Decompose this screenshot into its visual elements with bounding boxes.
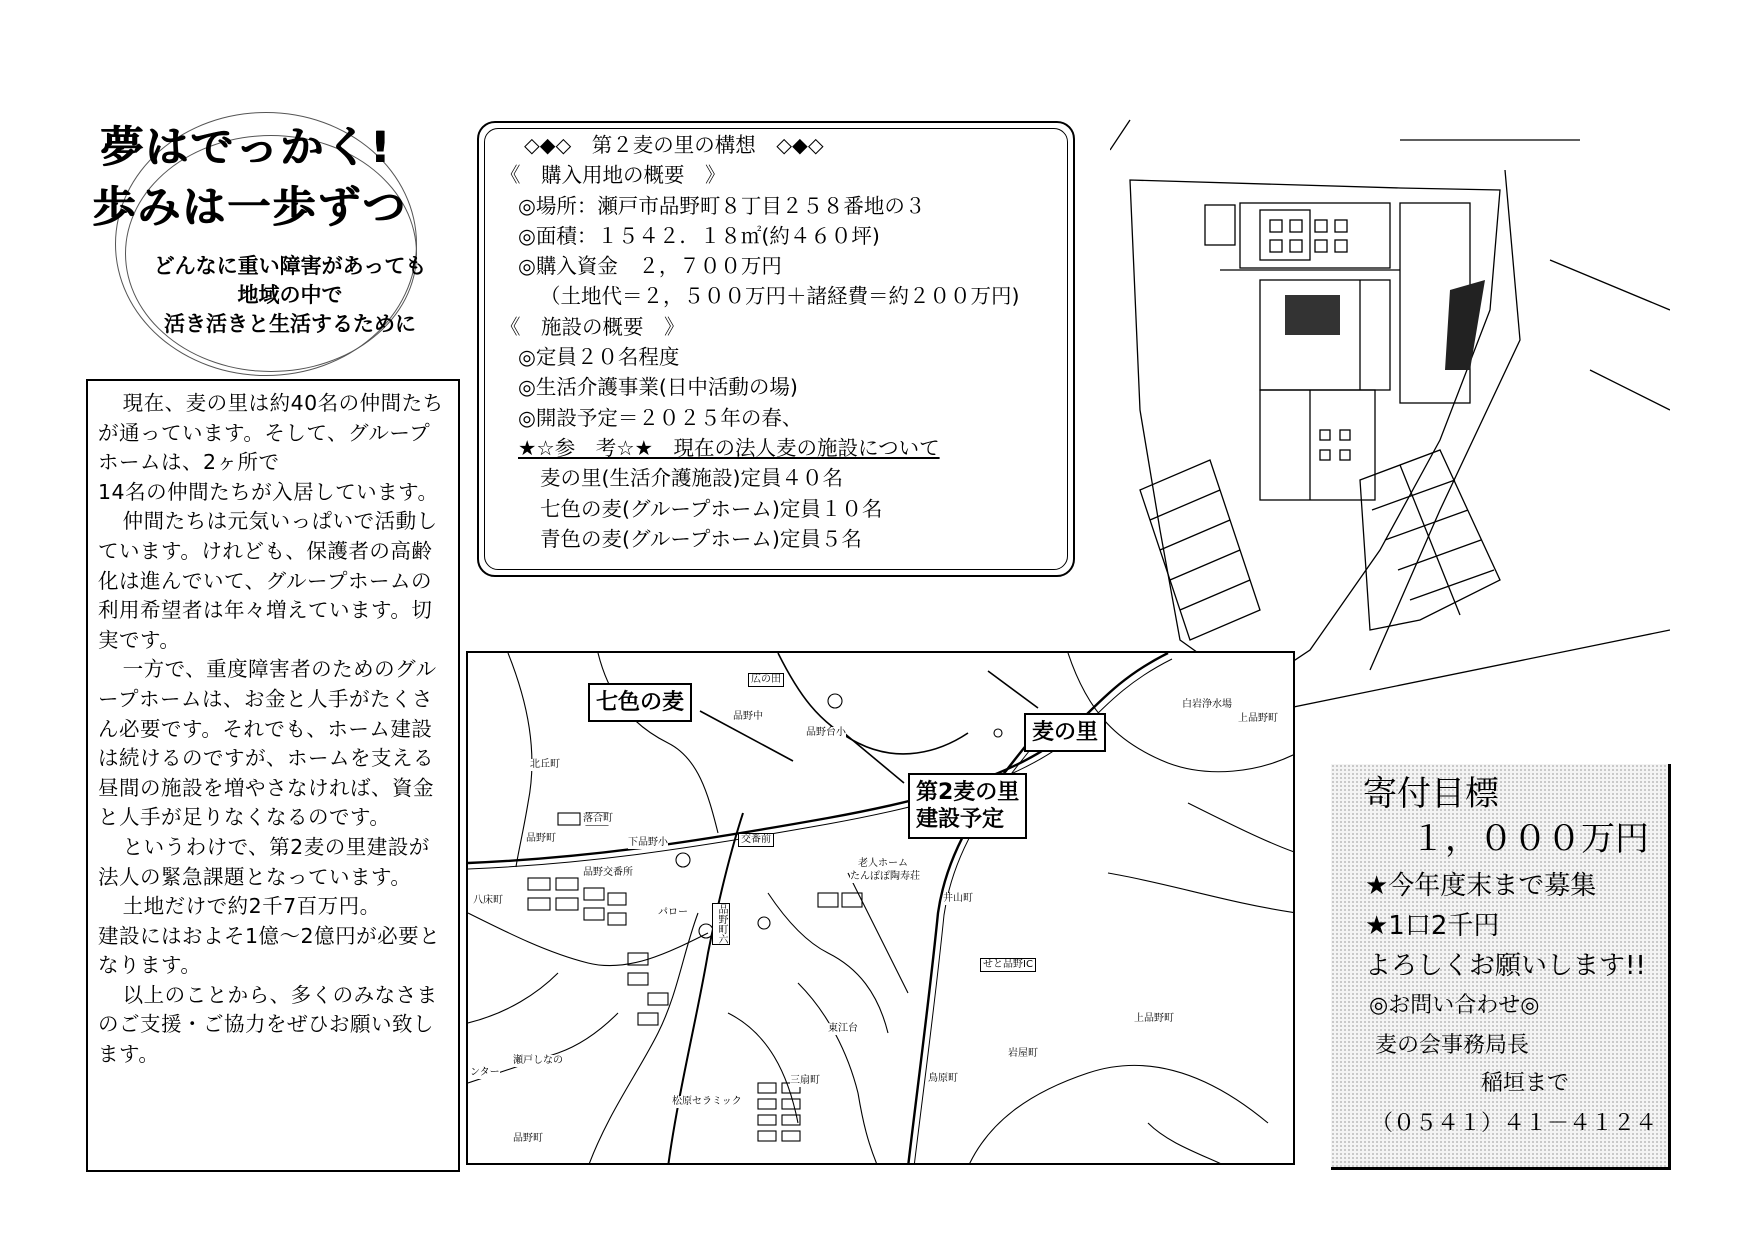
place-shinano-machi: 品野町 — [526, 833, 556, 844]
plan-area: ◎面積：１５４２．１８㎡(約４６０坪) — [518, 223, 880, 248]
headline — [92, 118, 470, 238]
plan-capacity: ◎定員２０名程度 — [518, 345, 680, 370]
headline-line2: 歩みは一歩ずつ — [92, 183, 407, 233]
place-koban-station: 品野交番所 — [583, 867, 633, 878]
donation-amount: １，０００万円 — [1411, 819, 1649, 859]
place-iyama: 井山町 — [943, 893, 973, 904]
place-koban: 交番前 — [738, 833, 774, 847]
plan-opening: ◎開設予定＝２０２５年の春、 — [518, 405, 803, 430]
place-shimabara: 鳥原町 — [928, 1073, 958, 1084]
place-kitaoka: 北丘町 — [530, 759, 560, 770]
reference-heading: ★☆参 考☆★ 現在の法人麦の施設について — [518, 435, 940, 460]
map-label-muginosato: 麦の里 — [1024, 713, 1106, 752]
place-shinano-chu: 品野中 — [733, 711, 763, 722]
place-elder-home: 老人ホーム — [858, 858, 908, 869]
place-shinano-bottom: 品野町 — [513, 1133, 543, 1144]
place-seto-chuo: 瀬戸しなの — [513, 1055, 563, 1066]
donation-deadline: ★今年度末まで募集 — [1365, 871, 1597, 901]
site-floor-plan — [1110, 110, 1670, 730]
place-matsubara: 松原セラミック — [672, 1096, 742, 1107]
contact-phone: （０５４１）４１－４１２４ — [1371, 1111, 1658, 1136]
place-hironota: 広の田 — [748, 673, 784, 687]
donation-unit: ★1口2千円 — [1365, 911, 1500, 941]
headline-line1: 夢はでっかく! — [100, 123, 392, 173]
plan-funds: ◎購入資金 ２，７００万円 — [518, 254, 782, 279]
place-tanpopo: たんぽぽ陶寿荘 — [850, 871, 920, 882]
facility-heading: 《 施設の概要 》 — [500, 314, 685, 339]
map-label-nanairo: 七色の麦 — [588, 683, 692, 722]
plan-title: ◇◆◇ 第２麦の里の構想 ◇◆◇ — [524, 133, 824, 157]
headline-subtitle — [120, 252, 460, 339]
place-kami-shinano: 上品野町 — [1134, 1013, 1174, 1024]
story-paragraph: 仲間たちは元気いっぱいで活動しています。けれども、保護者の高齢化は進んでいて、グループホームの利用希望者は年々増えています。切実です。 — [98, 509, 438, 652]
plan-service: ◎生活介護事業(日中活動の場) — [518, 375, 798, 400]
facility-item: 七色の麦(グループホーム)定員１０名 — [540, 496, 883, 521]
place-nishiyama: 東江台 — [828, 1023, 858, 1034]
place-shinanodai-sho: 品野台小 — [806, 727, 846, 738]
subtitle-line1: どんなに重い障害があっても — [153, 254, 427, 278]
story-box — [86, 379, 460, 1172]
land-heading: 《 購入用地の概要 》 — [500, 163, 726, 188]
place-shiraiwa: 白岩浄水場 — [1182, 699, 1232, 710]
plan-funds-detail: （土地代＝２，５００万円＋諸経費＝約２００万円) — [540, 284, 1020, 309]
map-roads — [468, 653, 1295, 1165]
story-paragraph: 土地だけで約2千7百万円。 建設にはおよそ1億～2億円が必要となります。 — [98, 894, 441, 978]
map-label-second-site: 第2麦の里 建設予定 — [908, 773, 1027, 839]
contact-name: 稲垣まで — [1481, 1071, 1570, 1096]
place-pharmacy: パロー — [658, 907, 688, 918]
place-kami-shinano-top: 上品野町 — [1238, 713, 1278, 724]
donation-request: よろしくお願いします!! — [1365, 951, 1646, 981]
place-iwaya: 岩屋町 — [1008, 1048, 1038, 1059]
facility-item: 麦の里(生活介護施設)定員４０名 — [540, 466, 843, 491]
contact-org: 麦の会事務局長 — [1375, 1033, 1530, 1058]
story-paragraph: 現在、麦の里は約40名の仲間たちが通っています。そして、グループホームは、2ヶ所で 14名の仲間たちが入居しています。 — [98, 391, 444, 504]
story-paragraph: 一方で、重度障害者のためのグループホームは、お金と人手がたくさん必要です。それでも、ホーム建設は続けるのですが、ホームを支える昼間の施設を増やさなければ、資金と人手が足りなくなるのです。 — [98, 657, 437, 830]
place-shinanomachi6: 品野町六 — [712, 903, 730, 945]
story-paragraph: 以上のことから、多くのみなさまのご支援・ご協力をぜひお願い致します。 — [98, 982, 438, 1067]
place-sedo-ic: せと品野IC — [980, 958, 1036, 972]
place-sanage: 三扇町 — [790, 1075, 820, 1086]
place-center: ンター — [470, 1067, 500, 1078]
contact-heading: ◎お問い合わせ◎ — [1369, 993, 1540, 1018]
plan-location: ◎場所：瀬戸市品野町８丁目２５８番地の３ — [518, 193, 926, 218]
donation-box — [1331, 764, 1671, 1170]
donation-title: 寄付目標 — [1363, 774, 1499, 814]
subtitle-line3: 活き活きと生活するために — [164, 312, 416, 336]
place-hachiyuka: 八床町 — [473, 895, 503, 906]
area-map — [466, 651, 1295, 1165]
plan-box — [500, 130, 1070, 554]
story-paragraph: というわけで、第2麦の里建設が法人の緊急課題となっています。 — [98, 834, 430, 889]
place-shimo-shinano-sho: 下品野小 — [628, 837, 668, 848]
place-ochiai: 落合町 — [583, 813, 613, 824]
subtitle-line2: 地域の中で — [237, 283, 343, 307]
facility-item: 青色の麦(グループホーム)定員５名 — [540, 526, 862, 551]
